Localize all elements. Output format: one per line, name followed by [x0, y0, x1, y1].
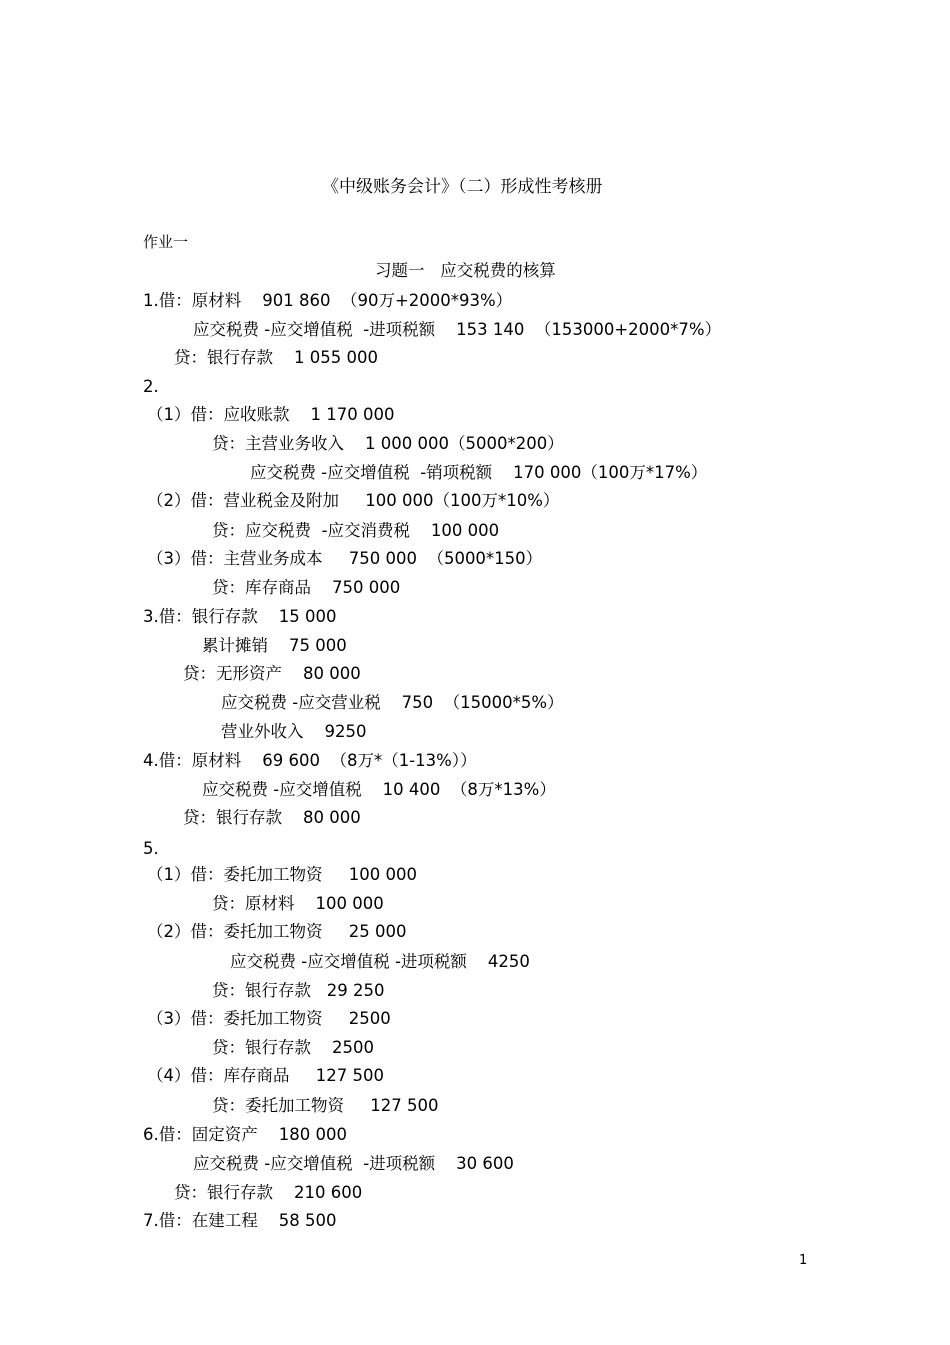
entry-line: 1.借：原材料 901 860 （90万+2000*93%） — [143, 291, 513, 310]
exercise-title: 习题一 应交税费的核算 — [375, 261, 556, 280]
entry-line: 2. — [143, 377, 159, 396]
entry-line: 应交税费 -应交增值税 -进项税额 153 140 （153000+2000*7%） — [193, 320, 722, 339]
entry-line: 应交税费 -应交增值税 -进项税额 30 600 — [193, 1154, 514, 1173]
entry-line: （2）借：营业税金及附加 100 000（100万*10%） — [147, 491, 560, 510]
entry-line: 贷：无形资产 80 000 — [183, 664, 361, 683]
entry-line: 贷：银行存款 80 000 — [183, 808, 361, 827]
entry-line: 应交税费 -应交营业税 750 （15000*5%） — [221, 693, 564, 712]
entry-line: 营业外收入 9250 — [221, 722, 367, 741]
section-heading: 作业一 — [143, 233, 189, 251]
entry-line: 贷：银行存款 29 250 — [212, 981, 385, 1000]
entry-line: 贷：银行存款 2500 — [212, 1038, 374, 1057]
entry-line: 累计摊销 75 000 — [202, 636, 347, 655]
entry-line: 贷：应交税费 -应交消费税 100 000 — [212, 521, 500, 540]
entry-line: 贷：委托加工物资 127 500 — [212, 1096, 439, 1115]
entry-line: （4）借：库存商品 127 500 — [147, 1066, 384, 1085]
entry-line: （1）借：应收账款 1 170 000 — [147, 405, 395, 424]
entry-line: 应交税费 -应交增值税 -销项税额 170 000（100万*17%） — [250, 463, 708, 482]
page-number: 1 — [799, 1253, 808, 1268]
entry-line: （3）借：委托加工物资 2500 — [147, 1009, 391, 1028]
entry-line: 7.借：在建工程 58 500 — [143, 1211, 337, 1230]
entry-line: 贷：库存商品 750 000 — [212, 578, 401, 597]
entry-line: 6.借：固定资产 180 000 — [143, 1125, 347, 1144]
entry-line: （3）借：主营业务成本 750 000 （5000*150） — [147, 549, 543, 568]
entry-line: 5. — [143, 839, 159, 858]
entry-line: 贷：主营业务收入 1 000 000（5000*200） — [212, 434, 564, 453]
entry-line: 4.借：原材料 69 600 （8万*（1-13%）） — [143, 751, 477, 770]
entry-line: 应交税费 -应交增值税 -进项税额 4250 — [230, 952, 530, 971]
entry-line: 3.借：银行存款 15 000 — [143, 607, 337, 626]
entry-line: 贷：银行存款 1 055 000 — [174, 348, 378, 367]
entry-line: （1）借：委托加工物资 100 000 — [147, 865, 417, 884]
document-title: 《中级账务会计》（二）形成性考核册 — [322, 177, 603, 197]
entry-line: 贷：银行存款 210 600 — [174, 1183, 363, 1202]
entry-line: 贷：原材料 100 000 — [212, 894, 384, 913]
entry-line: （2）借：委托加工物资 25 000 — [147, 922, 407, 941]
entry-line: 应交税费 -应交增值税 10 400 （8万*13%） — [202, 780, 556, 799]
